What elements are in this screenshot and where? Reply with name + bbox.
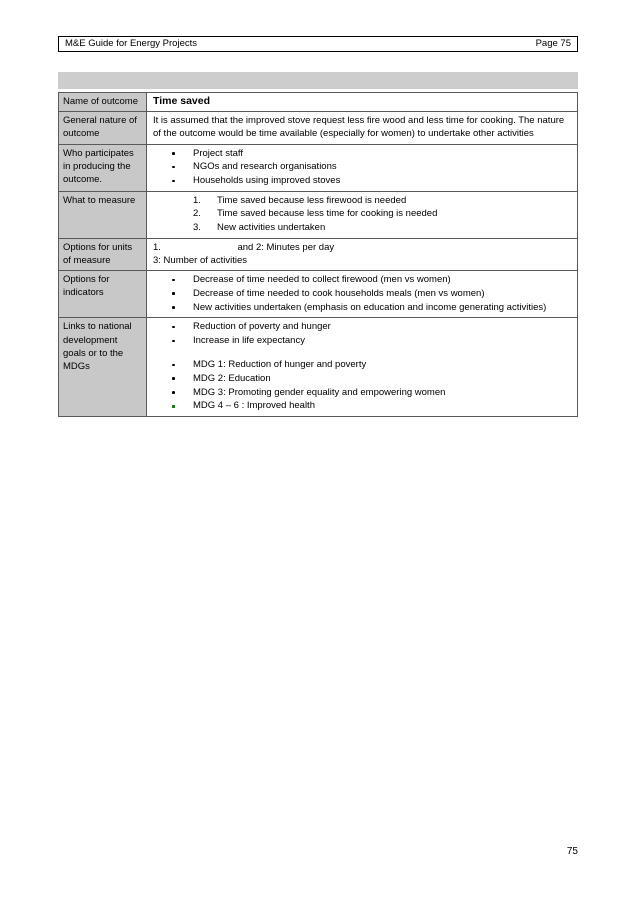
row-label-units-of-measure: Options for units of measure bbox=[59, 238, 147, 270]
table-row-what-to-measure bbox=[59, 191, 578, 238]
list-item-green: MDG 4 – 6 : Improved health bbox=[153, 399, 573, 412]
row-label-indicators: Options for indicators bbox=[59, 271, 147, 318]
who-participates-list bbox=[153, 147, 573, 188]
list-item: Decrease of time needed to collect firewood (men vs women) bbox=[153, 273, 573, 286]
table-row-general-nature bbox=[59, 112, 578, 144]
list-item: New activities undertaken bbox=[217, 222, 326, 234]
gray-band-above-table bbox=[58, 72, 578, 89]
list-item: MDG 1: Reduction of hunger and poverty bbox=[153, 358, 573, 371]
list-item: NGOs and research organisations bbox=[153, 160, 573, 173]
footer-page-number: 75 bbox=[566, 846, 578, 857]
row-value-indicators bbox=[147, 271, 578, 318]
table-row-who-participates bbox=[59, 144, 578, 191]
row-label-general-nature: General nature of outcome bbox=[59, 112, 147, 144]
list-item: MDG 3: Promoting gender equality and empowering women bbox=[153, 386, 573, 399]
table-row-indicators bbox=[59, 271, 578, 318]
indicators-list bbox=[153, 273, 573, 314]
row-value-what-to-measure bbox=[147, 191, 578, 238]
list-item: Decrease of time needed to cook households meals (men vs women) bbox=[153, 287, 573, 300]
row-label-links-to-goals: Links to national development goals or to the MDGs bbox=[59, 318, 147, 417]
row-value-units-of-measure bbox=[147, 238, 578, 270]
header-page-label: Page 75 bbox=[535, 38, 571, 49]
row-value-who-participates bbox=[147, 144, 578, 191]
table-row-name-of-outcome bbox=[59, 93, 578, 112]
row-label-what-to-measure: What to measure bbox=[59, 191, 147, 238]
units-line-two: 3: Number of activities bbox=[153, 255, 247, 267]
row-value-name-of-outcome bbox=[147, 93, 578, 112]
units-line-one: 1. and 2: Minutes per day bbox=[153, 241, 335, 253]
list-item: Increase in life expectancy bbox=[153, 334, 573, 347]
list-item: New activities undertaken (emphasis on education and income generating activities) bbox=[153, 301, 573, 314]
row-label-who-participates: Who participates in producing the outcome. bbox=[59, 144, 147, 191]
outcome-profile-table bbox=[58, 92, 578, 417]
table-row-units-of-measure bbox=[59, 238, 578, 270]
links-goals-list-group-one bbox=[153, 320, 573, 347]
list-item: Project staff bbox=[153, 147, 573, 160]
table-row-links-to-goals bbox=[59, 318, 578, 417]
general-nature-paragraph: It is assumed that the improved stove request less fire wood and less time for cooking. The nature of the outcome would be time available (especially for women) to undertake other activities bbox=[153, 115, 565, 140]
what-to-measure-list bbox=[153, 194, 573, 235]
list-item: Households using improved stoves bbox=[153, 174, 573, 187]
row-value-general-nature bbox=[147, 112, 578, 144]
row-value-links-to-goals bbox=[147, 318, 578, 417]
list-item: MDG 2: Education bbox=[153, 372, 573, 385]
links-goals-list-group-two bbox=[153, 358, 573, 412]
row-label-name-of-outcome: Name of outcome bbox=[59, 93, 147, 112]
list-item: Time saved because less firewood is needed bbox=[217, 194, 407, 206]
list-item: Time saved because less time for cooking is needed bbox=[217, 208, 438, 220]
header-document-title: M&E Guide for Energy Projects bbox=[65, 38, 197, 49]
list-item: Reduction of poverty and hunger bbox=[153, 320, 573, 333]
outcome-name-text: Time saved bbox=[153, 95, 211, 107]
running-header bbox=[58, 36, 578, 52]
